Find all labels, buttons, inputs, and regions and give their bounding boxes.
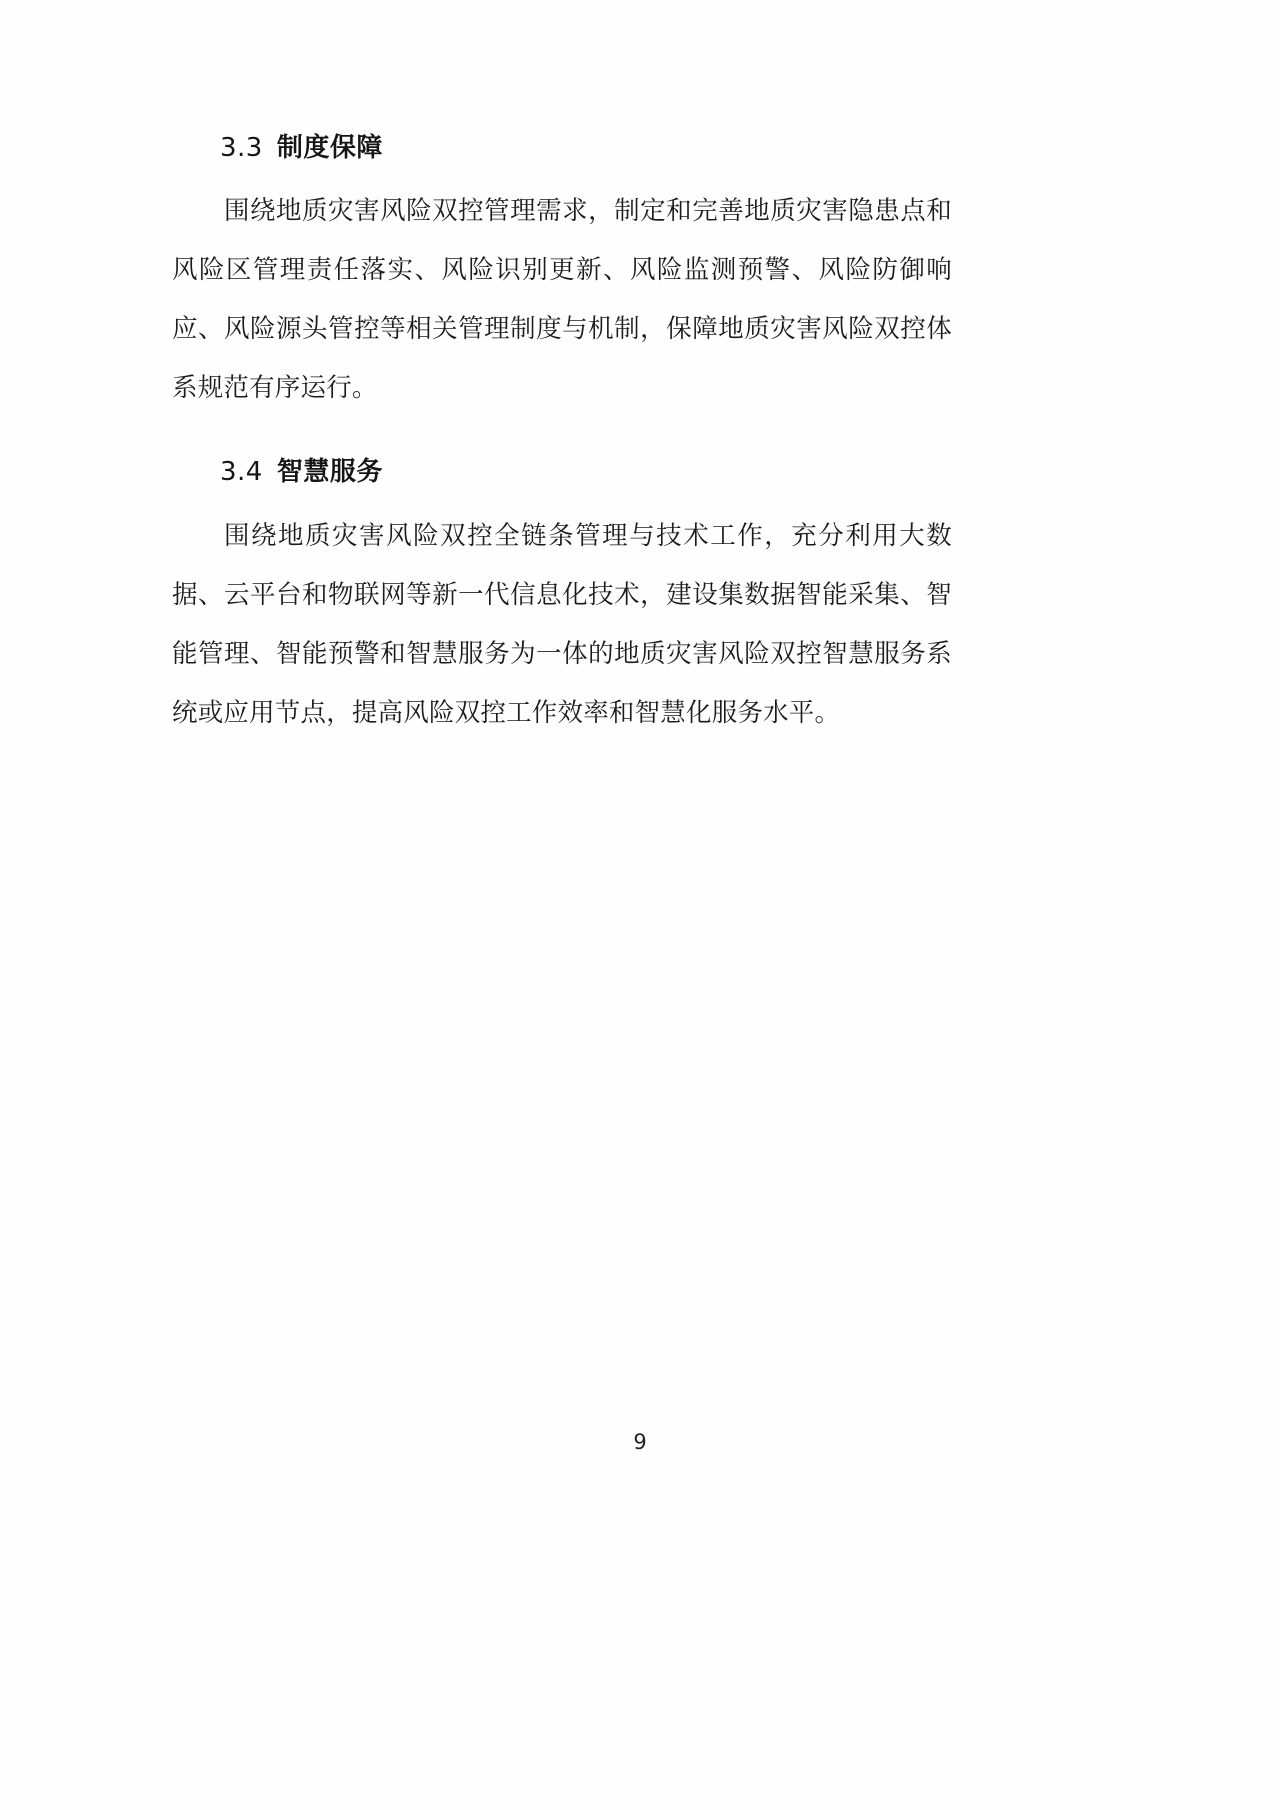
paragraph-spacer <box>172 424 952 454</box>
section-heading-3-3 <box>172 130 952 166</box>
section-paragraph-3-3: 围绕地质灾害风险双控管理需求，制定和完善地质灾害隐患点和风险区管理责任落实、风险识别更新、风险监测预警、风险防御响应、风险源头管控等相关管理制度与机制，保障地质灾害风险双控体系规范有序运行。 <box>172 196 952 404</box>
page-number: 9 <box>633 1430 647 1454</box>
section-number: 3.3 <box>220 133 263 163</box>
section-heading-3-4 <box>172 454 952 490</box>
section-paragraph-3-4: 围绕地质灾害风险双控全链条管理与技术工作，充分利用大数据、云平台和物联网等新一代信息化技术，建设集数据智能采集、智能管理、智能预警和智慧服务为一体的地质灾害风险双控智慧服务系统或应用节点，提高风险双控工作效率和智慧化服务水平。 <box>172 520 952 728</box>
page-content <box>172 130 952 749</box>
section-number: 3.4 <box>220 457 263 488</box>
section-title: 制度保障 <box>276 133 383 163</box>
section-title: 智慧服务 <box>276 457 383 488</box>
